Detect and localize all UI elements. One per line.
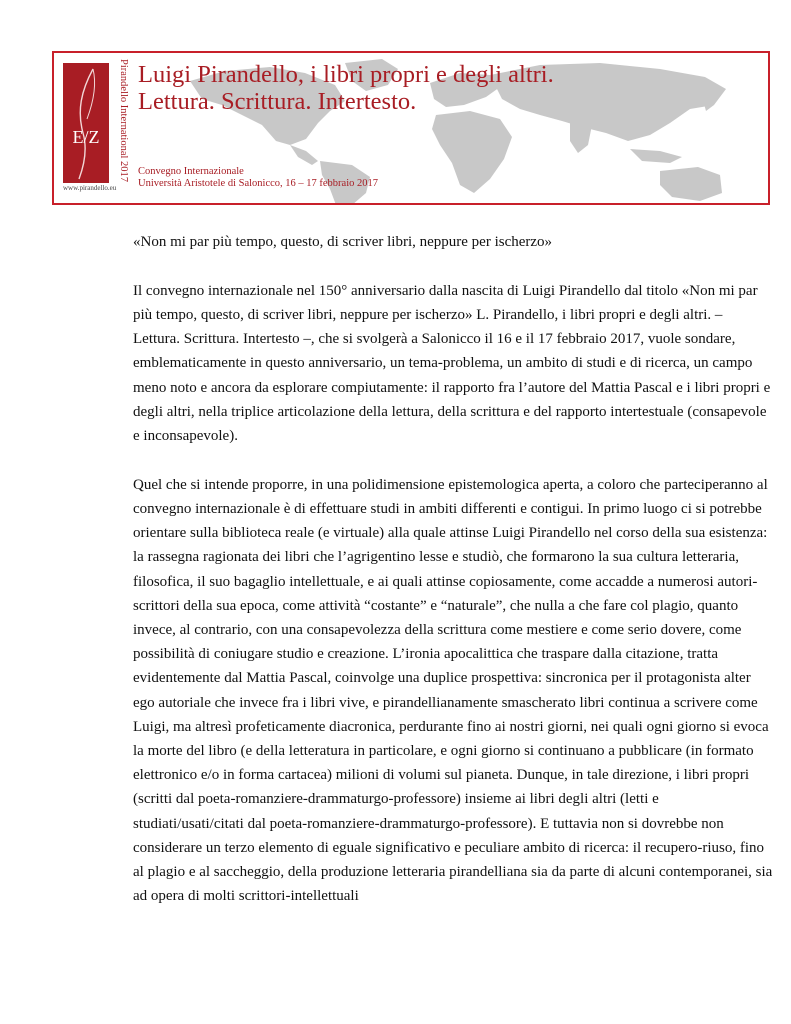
subtitle-line-1: Convegno Internazionale	[138, 166, 244, 177]
logo-emblem	[63, 63, 109, 183]
title-line-2: Lettura. Scrittura. Intertesto.	[138, 88, 417, 115]
quill-icon	[63, 63, 109, 183]
conference-subtitle	[138, 166, 378, 190]
logo-url: www.pirandello.eu	[63, 184, 117, 192]
conference-banner	[52, 51, 770, 205]
document-body	[133, 230, 773, 933]
logo-letters: E/Z	[72, 127, 100, 147]
conference-title	[138, 61, 554, 115]
paragraph-1: Il convegno internazionale nel 150° anniversario dalla nascita di Luigi Pirandello dal titolo «Non mi par più tempo, questo, di scriver libri, neppure per ischerzo» L. Pirandello, i libri propri e degli altri. – Lettura. Scrittura. Intertesto –, che si svolgerà a Salonicco il 16 e il 17 febbraio 2017, vuole sondare, emblematicamente in questo anniversario, un tema-problema, un ambito di studi e di ricerca, un campo meno noto e ancora da esplorare compiutamente: il rapporto fra l’autore del Mattia Pascal e i libri propri e degli altri, nella triplice articolazione della lettura, della scrittura e del rapporto intertestuale (consapevole e inconsapevole).	[133, 282, 771, 445]
title-line-1: Luigi Pirandello, i libri propri e degli altri.	[138, 61, 554, 88]
paragraph-2: Quel che si intende proporre, in una polidimensione epistemologica aperta, a coloro che parteciperanno al convegno internazionale è di effettuare studi in ambiti differenti e contigui. In primo luogo ci si potrebbe orientare sulla biblioteca reale (e virtuale) alla quale attinse Luigi Pirandello nel corso della sua esistenza: la rassegna ragionata dei libri che l’agrigentino lesse e studiò, che formarono la sua cultura letteraria, filosofica, il suo bagaglio intellettuale, e ai quali attinse copiosamente, come accadde a numerosi autori-scrittori della sua epoca, come attività “costante” e “naturale”, che nulla a che fare col plagio, quanto invece, al contrario, con una consapevolezza della scrittura come mestiere e come serio dovere, come possibilità di coniugare studio e creazione. L’ironia apocalittica che traspare dalla citazione, tratta evidentemente dal Mattia Pascal, coinvolge una duplice prospettiva: sincronica per il protagonista alter ego autoriale che invece fra i libri vive, e pirandellianamente smascherato libri continua a scrivere come Luigi, ma altresì profeticamente diacronica, perdurante fino ai nostri giorni, nei quali ogni giorno si evoca la morte del libro (e della letteratura in particolare, e ogni giorno si continuano a pubblicare (in formato elettronico e/o in forma cartacea) milioni di volumi sul pianeta. Dunque, in tale direzione, i libri propri (scritti dal poeta-romanziere-drammaturgo-professore) insieme ai libri degli altri (letti e studiati/usati/citati dal poeta-romanziere-drammaturgo-professore). E tuttavia non si dovrebbe non considerare un terzo elemento di eguale significativo e peculiare ambito di ricerca: il recupero-riuso, fino al plagio e al saccheggio, della produzione letteraria pirandelliana sia da parte di alcuni contemporanei, sia ad opera di molti scrittori-intellettuali	[133, 476, 773, 905]
subtitle-line-2: Università Aristotele di Salonicco, 16 – 17 febbraio 2017	[138, 178, 378, 189]
vertical-event-label: Pirandello International 2017	[118, 59, 129, 183]
epigraph-quote: «Non mi par più tempo, questo, di scriver libri, neppure per ischerzo»	[133, 234, 553, 250]
